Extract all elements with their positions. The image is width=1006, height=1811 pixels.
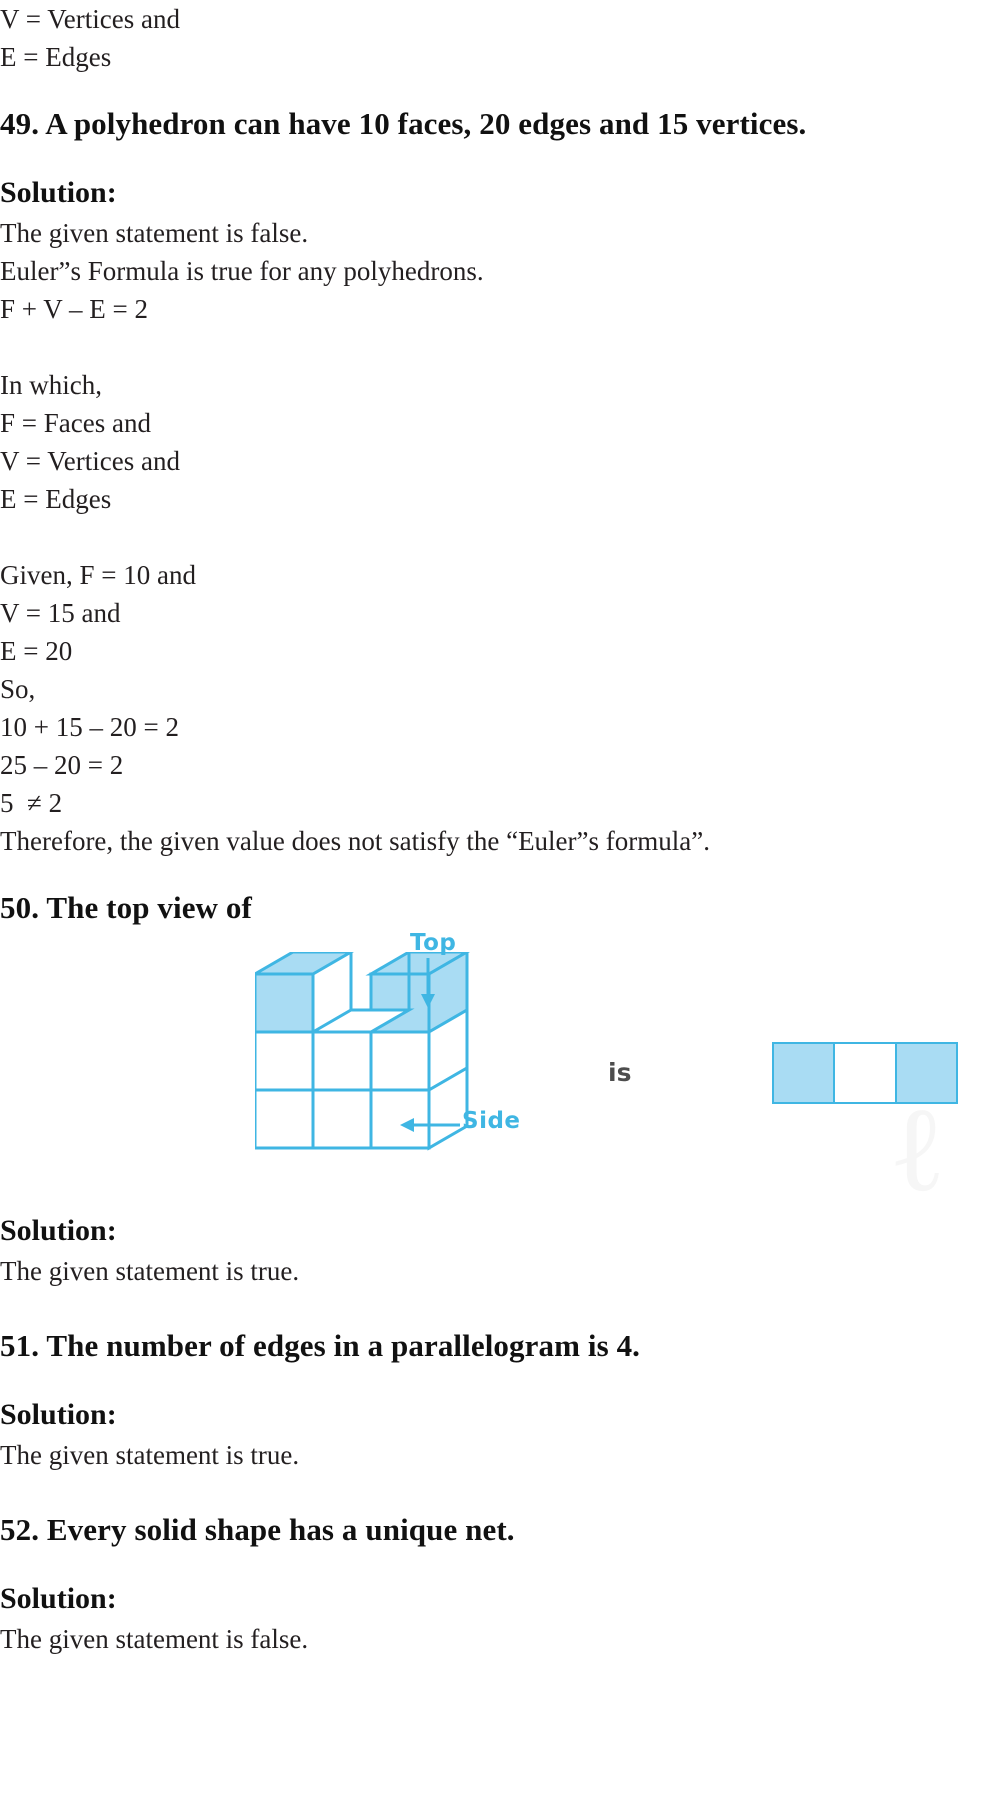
spacer bbox=[0, 1474, 1006, 1508]
question-heading-50: 50. The top view of bbox=[0, 890, 252, 925]
question-heading-49: 49. A polyhedron can have 10 faces, 20 edges and 15 vertices. bbox=[0, 106, 807, 141]
text-line: V = Vertices and bbox=[0, 4, 180, 34]
text-line: The given statement is true. bbox=[0, 1256, 300, 1286]
top-view-cell bbox=[774, 1044, 835, 1102]
text-line: The given statement is true. bbox=[0, 1440, 300, 1470]
spacer bbox=[0, 1368, 1006, 1394]
question-heading-52: 52. Every solid shape has a unique net. bbox=[0, 1512, 515, 1547]
cube-stack-icon bbox=[255, 952, 545, 1182]
spacer bbox=[0, 1290, 1006, 1324]
text-line bbox=[0, 518, 1006, 556]
figure-top-label: Top bbox=[410, 930, 457, 956]
text-line: 10 + 15 – 20 = 2 bbox=[0, 712, 179, 742]
figure-top-view bbox=[0, 930, 1006, 1210]
spacer bbox=[0, 860, 1006, 886]
side-arrow-icon bbox=[398, 1112, 464, 1138]
top-arrow-icon bbox=[415, 958, 441, 1010]
solution-label-52: Solution: bbox=[0, 1582, 117, 1615]
question-heading-51: 51. The number of edges in a parallelogram is 4. bbox=[0, 1328, 641, 1363]
text-line: F + V – E = 2 bbox=[0, 294, 148, 324]
text-line: 25 – 20 = 2 bbox=[0, 750, 124, 780]
text-line: 5 ≠ 2 bbox=[0, 788, 63, 818]
figure-is-label: is bbox=[608, 1058, 632, 1087]
text-line: Therefore, the given value does not satisfy the “Euler”s formula”. bbox=[0, 826, 710, 856]
text-line: Euler”s Formula is true for any polyhedrons. bbox=[0, 256, 484, 286]
spacer bbox=[0, 1552, 1006, 1578]
text-line: E = Edges bbox=[0, 42, 112, 72]
text-line: V = 15 and bbox=[0, 598, 121, 628]
text-line: So, bbox=[0, 674, 36, 704]
figure-side-label: Side bbox=[462, 1108, 521, 1134]
text-line: In which, bbox=[0, 370, 102, 400]
text-line: The given statement is false. bbox=[0, 1624, 309, 1654]
spacer bbox=[0, 146, 1006, 172]
text-line: V = Vertices and bbox=[0, 446, 180, 476]
solution-label-51: Solution: bbox=[0, 1398, 117, 1431]
top-view-cell bbox=[897, 1044, 956, 1102]
watermark: ℓ bbox=[888, 1080, 946, 1219]
text-line: E = Edges bbox=[0, 484, 112, 514]
text-line: Given, F = 10 and bbox=[0, 560, 196, 590]
text-line: F = Faces and bbox=[0, 408, 151, 438]
spacer bbox=[0, 76, 1006, 102]
top-view-cell bbox=[835, 1044, 896, 1102]
text-line bbox=[0, 328, 1006, 366]
top-view-diagram bbox=[772, 1042, 958, 1104]
solution-label-49: Solution: bbox=[0, 176, 117, 209]
text-line: E = 20 bbox=[0, 636, 73, 666]
solution-label-50: Solution: bbox=[0, 1214, 117, 1247]
text-line: The given statement is false. bbox=[0, 218, 309, 248]
